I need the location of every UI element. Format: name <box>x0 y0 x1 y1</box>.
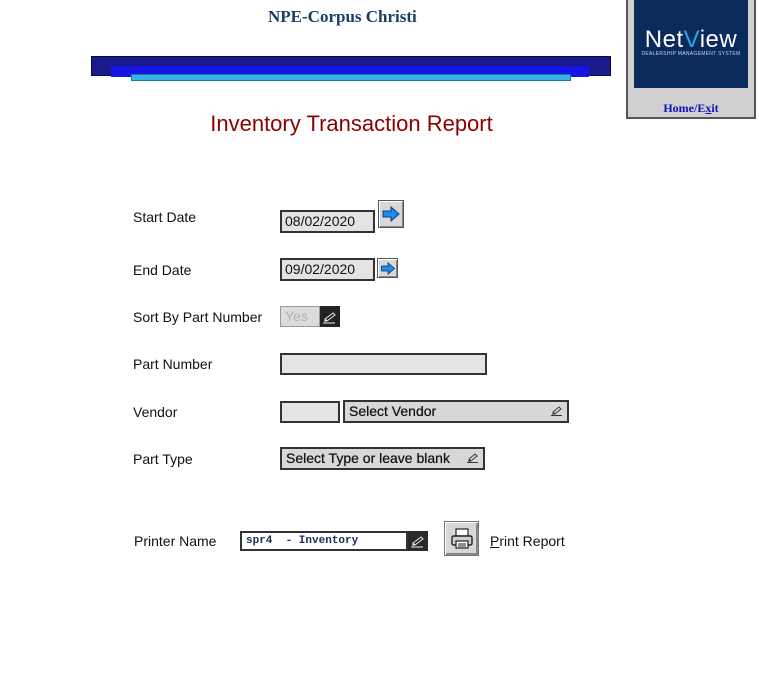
start-date-label: Start Date <box>133 209 197 225</box>
vendor-select-value: Select Vendor <box>349 403 437 419</box>
part-number-label: Part Number <box>133 356 213 372</box>
printer-dropdown-button[interactable] <box>408 531 428 551</box>
home-link-text-b: it <box>711 101 719 115</box>
home-link-text-a: Home/E <box>663 101 706 115</box>
dropdown-pen-icon <box>466 452 480 463</box>
vendor-label: Vendor <box>133 404 178 420</box>
part-type-select-value: Select Type or leave blank <box>286 450 450 466</box>
print-report-link[interactable] <box>490 533 565 549</box>
home-link-accesskey: x <box>705 101 712 115</box>
logo-text-net: Net <box>644 26 684 53</box>
dropdown-pen-icon <box>320 306 340 327</box>
vendor-code-field[interactable] <box>280 401 340 423</box>
printer-select[interactable]: spr4 - Inventory <box>240 531 408 551</box>
sort-by-part-select[interactable]: Yes <box>280 306 320 327</box>
end-date-field[interactable]: 09/02/2020 <box>280 258 375 281</box>
arrow-right-icon <box>380 262 396 275</box>
end-date-picker-button[interactable] <box>377 258 398 278</box>
print-button[interactable] <box>444 521 479 556</box>
arrow-right-icon <box>382 206 400 222</box>
dropdown-pen-icon <box>408 531 428 551</box>
start-date-field[interactable]: 08/02/2020 <box>280 210 375 233</box>
start-date-picker-button[interactable] <box>378 200 404 228</box>
dropdown-pen-icon <box>550 405 564 416</box>
vendor-select[interactable] <box>343 400 569 423</box>
logo-text-iew: iew <box>699 26 738 53</box>
printer-icon <box>450 528 474 550</box>
company-name: NPE-Corpus Christi <box>268 7 417 26</box>
printer-name-label: Printer Name <box>134 533 217 549</box>
end-date-label: End Date <box>133 262 192 278</box>
logo-panel <box>626 0 756 119</box>
print-report-accesskey: P <box>490 533 500 549</box>
page-title: Inventory Transaction Report <box>210 111 493 136</box>
logo-text-v: V <box>683 26 700 53</box>
part-type-select[interactable] <box>280 447 485 470</box>
header-bar-cyan <box>131 74 571 81</box>
print-report-text: rint Report <box>499 533 565 549</box>
logo-subtitle: DEALERSHIP MANAGEMENT SYSTEM <box>641 51 741 57</box>
sort-dropdown-button[interactable] <box>320 306 340 327</box>
logo-wordmark <box>634 26 748 54</box>
part-type-label: Part Type <box>133 451 193 467</box>
netview-logo <box>634 0 748 88</box>
part-number-field[interactable] <box>280 353 487 375</box>
sort-by-part-label: Sort By Part Number <box>133 309 263 325</box>
